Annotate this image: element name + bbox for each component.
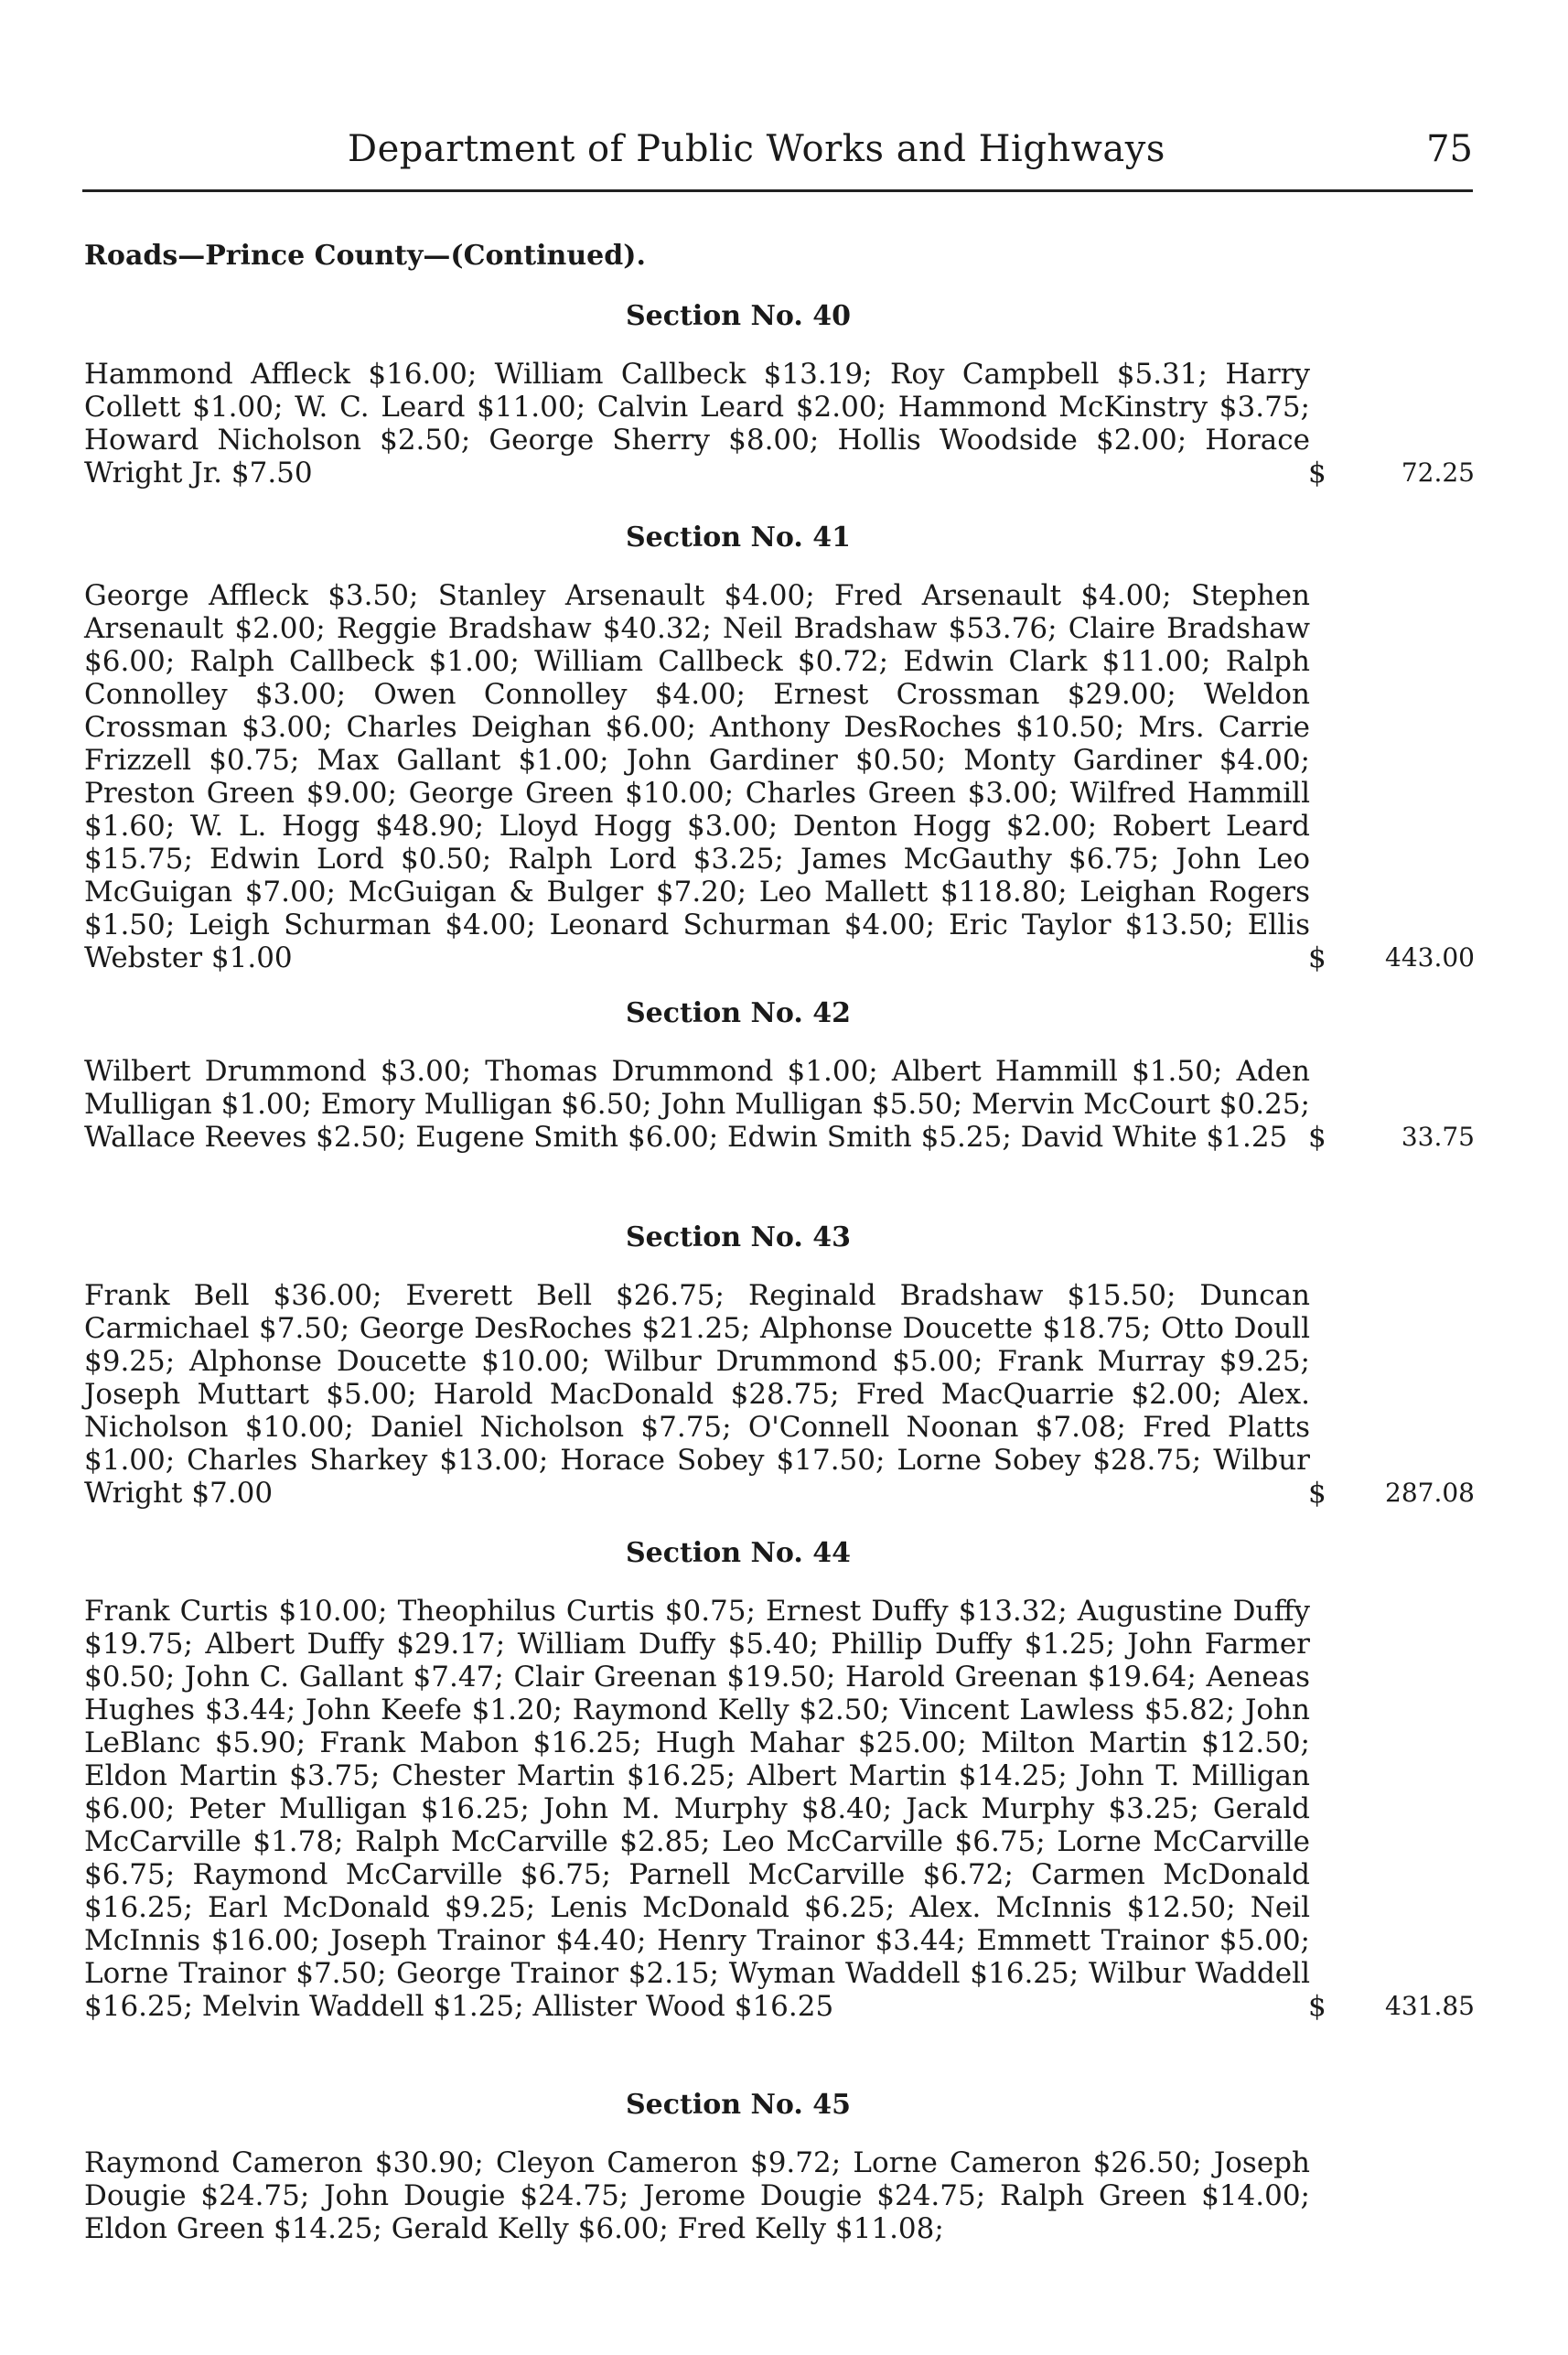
section-block — [84, 1221, 1475, 1510]
section-heading: Section No. 45 — [625, 2089, 852, 2121]
entry-text: Raymond Cameron $30.90; Cleyon Cameron $9.72; Lorne Cameron $26.50; Joseph Dougie $24.75; John Dougie $24.75; Jerome Dougie $24.75; Ralph Green $14.00; Eldon Green $14.25; Gerald Kelly $6.00; Fred Kelly $11.08; — [84, 2146, 1310, 2245]
section-block — [84, 2089, 1310, 2245]
currency-sign: $ — [1308, 941, 1326, 974]
section-total: 33.75 — [1401, 1122, 1475, 1152]
section-entry — [84, 1055, 1475, 1154]
subject-heading: Roads—Prince County—(Continued). — [84, 240, 646, 272]
section-total: 287.08 — [1385, 1478, 1475, 1508]
currency-sign: $ — [1308, 457, 1326, 489]
header-rule — [82, 189, 1473, 192]
section-entry — [84, 579, 1475, 974]
section-block — [84, 300, 1475, 489]
entry-text: George Affleck $3.50; Stanley Arsenault $4.00; Fred Arsenault $4.00; Stephen Arsenault $2.00; Reggie Bradshaw $40.32; Neil Bradshaw $53.76; Claire Bradshaw $6.00; Ralph Callbeck $1.00; William Callbeck $0.72; Edwin Clark $11.00; Ralph Connolley $3.00; Owen Connolley $4.00; Ernest Crossman $29.00; Weldon Crossman $3.00; Charles Deighan $6.00; Anthony DesRoches $10.50; Mrs. Carrie Frizzell $0.75; Max Gallant $1.00; John Gardiner $0.50; Monty Gardiner $4.00; Preston Green $9.00; George Green $10.00; Charles Green $3.00; Wilfred Hammill $1.60; W. L. Hogg $48.90; Lloyd Hogg $3.00; Denton Hogg $2.00; Robert Leard $15.75; Edwin Lord $0.50; Ralph Lord $3.25; James McGauthy $6.75; John Leo McGuigan $7.00; McGuigan & Bulger $7.20; Leo Mallett $118.80; Leighan Rogers $1.50; Leigh Schurman $4.00; Leonard Schurman $4.00; Eric Taylor $13.50; Ellis Webster $1.00 — [84, 579, 1310, 974]
page-number: 75 — [1426, 128, 1473, 170]
entry-text: Hammond Affleck $16.00; William Callbeck $13.19; Roy Campbell $5.31; Harry Collett $1.00; W. C. Leard $11.00; Calvin Leard $2.00; Hammond McKinstry $3.75; Howard Nicholson $2.50; George Sherry $8.00; Hollis Woodside $2.00; Horace Wright Jr. $7.50 — [84, 358, 1310, 489]
section-total: 431.85 — [1385, 1991, 1475, 2021]
currency-sign: $ — [1308, 1121, 1326, 1154]
entry-text: Wilbert Drummond $3.00; Thomas Drummond $1.00; Albert Hammill $1.50; Aden Mulligan $1.00; Emory Mulligan $6.50; John Mulligan $5.50; Mervin McCourt $0.25; Wallace Reeves $2.50; Eugene Smith $6.00; Edwin Smith $5.25; David White $1.25 — [84, 1055, 1310, 1154]
section-heading: Section No. 40 — [625, 300, 852, 332]
section-heading: Section No. 43 — [625, 1221, 852, 1253]
section-heading: Section No. 41 — [625, 522, 852, 554]
running-head — [82, 128, 1473, 183]
section-heading: Section No. 42 — [625, 997, 852, 1029]
section-entry — [84, 358, 1475, 489]
section-block — [84, 522, 1475, 974]
running-title: Department of Public Works and Highways — [348, 128, 1165, 170]
section-total: 72.25 — [1401, 457, 1475, 488]
currency-sign: $ — [1308, 1477, 1326, 1510]
section-entry — [84, 1595, 1475, 2023]
section-heading: Section No. 44 — [625, 1537, 852, 1569]
entry-text: Frank Bell $36.00; Everett Bell $26.75; Reginald Bradshaw $15.50; Duncan Carmichael $7.50; George DesRoches $21.25; Alphonse Doucette $18.75; Otto Doull $9.25; Alphonse Doucette $10.00; Wilbur Drummond $5.00; Frank Murray $9.25; Joseph Muttart $5.00; Harold MacDonald $28.75; Fred MacQuarrie $2.00; Alex. Nicholson $10.00; Daniel Nicholson $7.75; O'Connell Noonan $7.08; Fred Platts $1.00; Charles Sharkey $13.00; Horace Sobey $17.50; Lorne Sobey $28.75; Wilbur Wright $7.00 — [84, 1279, 1310, 1510]
section-block — [84, 1537, 1475, 2023]
section-total: 443.00 — [1385, 942, 1475, 973]
section-entry — [84, 1279, 1475, 1510]
section-block — [84, 997, 1475, 1154]
entry-text: Frank Curtis $10.00; Theophilus Curtis $0.75; Ernest Duffy $13.32; Augustine Duffy $19.75; Albert Duffy $29.17; William Duffy $5.40; Phillip Duffy $1.25; John Farmer $0.50; John C. Gallant $7.47; Clair Greenan $19.50; Harold Greenan $19.64; Aeneas Hughes $3.44; John Keefe $1.20; Raymond Kelly $2.50; Vincent Lawless $5.82; John LeBlanc $5.90; Frank Mabon $16.25; Hugh Mahar $25.00; Milton Martin $12.50; Eldon Martin $3.75; Chester Martin $16.25; Albert Martin $14.25; John T. Milligan $6.00; Peter Mulligan $16.25; John M. Murphy $8.40; Jack Murphy $3.25; Gerald McCarville $1.78; Ralph McCarville $2.85; Leo McCarville $6.75; Lorne McCarville $6.75; Raymond McCarville $6.75; Parnell McCarville $6.72; Carmen McDonald $16.25; Earl McDonald $9.25; Lenis McDonald $6.25; Alex. McInnis $12.50; Neil McInnis $16.00; Joseph Trainor $4.40; Henry Trainor $3.44; Emmett Trainor $5.00; Lorne Trainor $7.50; George Trainor $2.15; Wyman Waddell $16.25; Wilbur Waddell $16.25; Melvin Waddell $1.25; Allister Wood $16.25 — [84, 1595, 1310, 2023]
section-entry — [84, 2146, 1310, 2245]
currency-sign: $ — [1308, 1990, 1326, 2023]
